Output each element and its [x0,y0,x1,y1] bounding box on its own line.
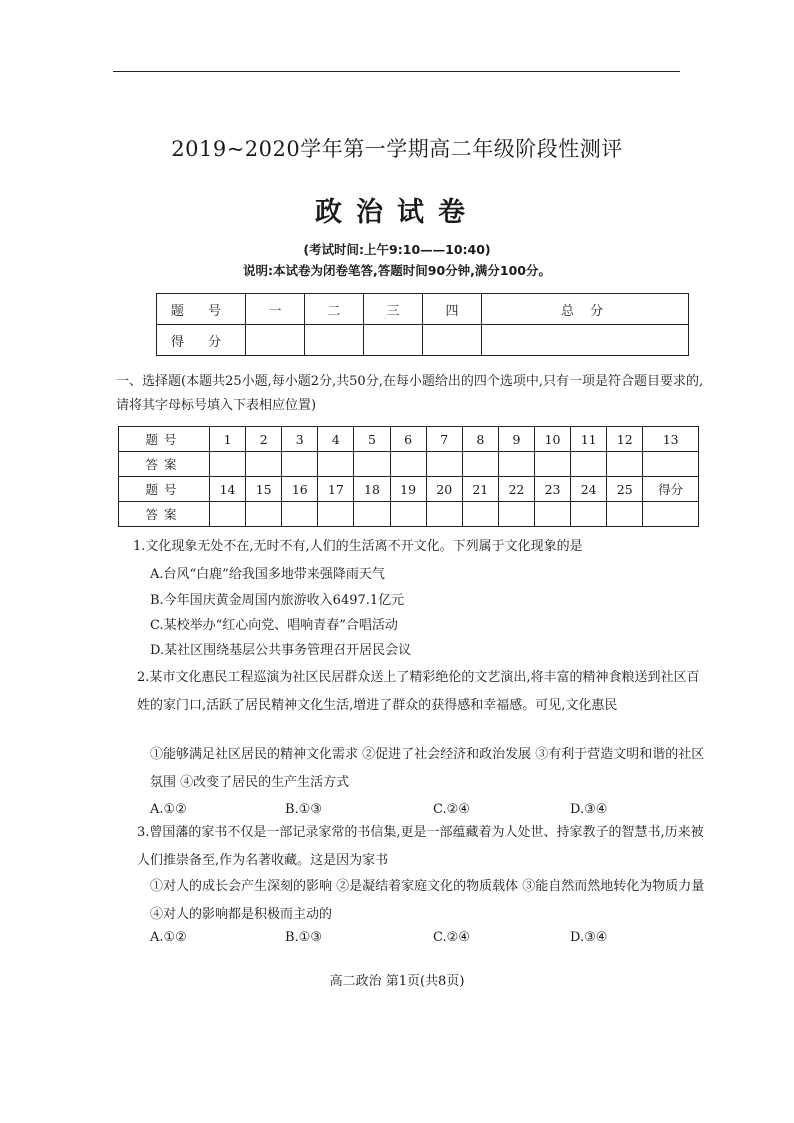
answer-num: 22 [498,477,534,502]
answer-cell[interactable] [607,502,643,527]
answer-num: 8 [462,427,498,452]
score-cell-1[interactable] [246,325,305,356]
question-3-choice-a: A.①② [150,930,187,945]
question-3-choice-d: D.③④ [570,930,608,945]
answer-score-cell[interactable] [643,502,699,527]
answer-num: 21 [462,477,498,502]
answer-cell[interactable] [643,452,699,477]
question-2-items: ①能够满足社区居民的精神文化需求 ②促进了社会经济和政治发展 ③有利于营造文明和谐的社区氛围 ④改变了居民的生产生活方式 [150,747,705,790]
question-3-choices [150,924,670,952]
answer-num: 24 [571,477,607,502]
answer-cell[interactable] [318,502,354,527]
answer-row-numbers-1 [119,427,699,452]
question-3-choice-c: C.②④ [433,930,470,945]
exam-title: 2019~2020学年第一学期高二年级阶段性测评 [171,137,623,161]
answer-num: 16 [282,477,318,502]
score-table-header-row [157,294,689,325]
question-1-stem: 1.文化现象无处不在,无时不有,人们的生活离不开文化。下列属于文化现象的是 [133,539,583,554]
answer-num: 13 [643,427,699,452]
score-table-score-row [157,325,689,356]
answer-row-blanks-1 [119,452,699,477]
answer-num: 10 [534,427,570,452]
answer-cell[interactable] [498,452,534,477]
answer-num: 20 [426,477,462,502]
answer-num: 12 [607,427,643,452]
answer-label-question: 题号 [119,477,210,502]
question-2-choice-b: B.①③ [285,802,322,817]
question-1-option-b: B.今年国庆黄金周国内旅游收入6497.1亿元 [150,593,405,608]
score-cell-3[interactable] [364,325,423,356]
question-2-choice-c: C.②④ [433,802,470,817]
question-2-stem: 2.某市文化惠民工程巡演为社区民居群众送上了精彩绝伦的文艺演出,将丰富的精神食粮送到社区百姓的家门口,活跃了居民精神文化生活,增进了群众的获得感和幸福感。可见,文化惠民 [137,670,700,713]
answer-num: 19 [390,477,426,502]
answer-cell[interactable] [462,502,498,527]
answer-num: 15 [246,477,282,502]
answer-cell[interactable] [282,452,318,477]
question-1-option-a: A.台风“白鹿”给我国多地带来强降雨天气 [150,567,385,582]
question-2-choice-a: A.①② [150,802,187,817]
question-3-items: ①对人的成长会产生深刻的影响 ②是凝结着家庭文化的物质载体 ③能自然而然地转化为物质力量 ④对人的影响都是积极而主动的 [150,879,705,922]
answer-cell[interactable] [534,452,570,477]
answer-cell[interactable] [390,502,426,527]
question-2-choice-d: D.③④ [570,802,608,817]
answer-num: 5 [354,427,390,452]
answer-cell[interactable] [354,502,390,527]
score-label-score: 得 分 [157,325,246,356]
question-3-choice-b: B.①③ [285,930,322,945]
answer-num: 17 [318,477,354,502]
score-col-1: 一 [246,294,305,325]
answer-num: 6 [390,427,426,452]
answer-cell[interactable] [282,502,318,527]
answer-cell[interactable] [571,452,607,477]
top-rule [113,71,680,72]
answer-num: 23 [534,477,570,502]
score-table [156,293,689,356]
answer-num: 7 [426,427,462,452]
answer-cell[interactable] [318,452,354,477]
answer-table [118,426,699,527]
subject-title: 政治试卷 [315,197,479,228]
score-cell-4[interactable] [423,325,482,356]
answer-cell[interactable] [210,452,246,477]
answer-num: 9 [498,427,534,452]
score-label-question-no: 题 号 [157,294,246,325]
page-footer: 高二政治 第1页(共8页) [329,974,465,989]
exam-time: (考试时间:上午9:10——10:40) [303,242,491,257]
answer-cell[interactable] [210,502,246,527]
answer-cell[interactable] [462,452,498,477]
answer-row-blanks-2 [119,502,699,527]
question-3-stem: 3.曾国藩的家书不仅是一部记录家常的书信集,更是一部蕴藏着为人处世、持家教子的智慧书,历来被人们推崇备至,作为名著收藏。这是因为家书 [137,825,704,868]
answer-label-question: 题号 [119,427,210,452]
answer-cell[interactable] [426,502,462,527]
answer-cell[interactable] [390,452,426,477]
score-col-4: 四 [423,294,482,325]
answer-cell[interactable] [246,452,282,477]
score-col-total: 总 分 [482,294,689,325]
question-1-option-c: C.某校举办“红心向党、唱响青春”合唱活动 [150,618,398,633]
section-1-intro: 一、选择题(本题共25小题,每小题2分,共50分,在每小题给出的四个选项中,只有一项是符合题目要求的,请将其字母标号填入下表相应位置) [116,374,704,413]
answer-num: 14 [210,477,246,502]
answer-num: 2 [246,427,282,452]
answer-row-numbers-2 [119,477,699,502]
score-col-3: 三 [364,294,423,325]
score-col-2: 二 [305,294,364,325]
answer-cell[interactable] [534,502,570,527]
answer-num: 11 [571,427,607,452]
answer-label-answer: 答案 [119,452,210,477]
answer-cell[interactable] [498,502,534,527]
answer-cell[interactable] [571,502,607,527]
answer-num: 3 [282,427,318,452]
question-1-option-d: D.某社区围绕基层公共事务管理召开居民会议 [150,643,412,658]
answer-num: 18 [354,477,390,502]
score-cell-total[interactable] [482,325,689,356]
answer-score-label: 得分 [643,477,699,502]
answer-cell[interactable] [354,452,390,477]
answer-label-answer: 答案 [119,502,210,527]
exam-note: 说明:本试卷为闭卷笔答,答题时间90分钟,满分100分。 [243,263,551,278]
answer-cell[interactable] [426,452,462,477]
answer-cell[interactable] [607,452,643,477]
answer-num: 4 [318,427,354,452]
answer-cell[interactable] [246,502,282,527]
answer-num: 1 [210,427,246,452]
answer-num: 25 [607,477,643,502]
score-cell-2[interactable] [305,325,364,356]
